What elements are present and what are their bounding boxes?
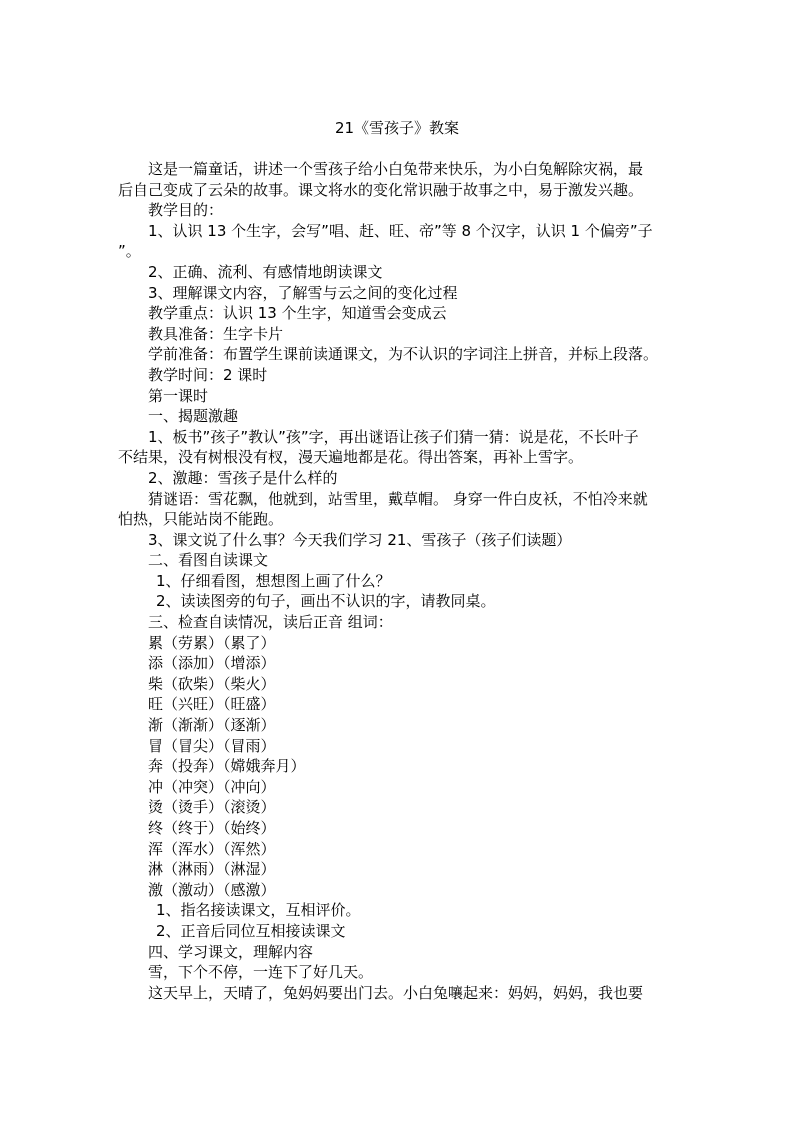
text-line: 一、揭题激趣 xyxy=(148,407,239,426)
text-line: 教学重点：认识 13 个生字，知道雪会变成云 xyxy=(148,304,447,323)
text-line: 第一课时 xyxy=(148,386,209,405)
text-line: 旺（兴旺）（旺盛） xyxy=(148,695,276,714)
text-line: 2、正确、流利、有感情地朗读课文 xyxy=(148,262,383,281)
text-line: 淋（淋雨）（淋湿） xyxy=(148,860,276,879)
text-line: 四、学习课文，理解内容 xyxy=(148,942,314,961)
text-line: 教学时间：2 课时 xyxy=(148,365,268,384)
text-line: 雪，下个不停，一连下了好几天。 xyxy=(148,963,374,982)
document-title: 21《雪孩子》教案 xyxy=(334,119,460,137)
text-line: 2、激趣：雪孩子是什么样的 xyxy=(148,468,338,487)
text-line: 累（劳累）（累了） xyxy=(148,633,276,652)
text-line: 3、课文说了什么事？今天我们学习 21、雪孩子（孩子们读题） xyxy=(148,530,572,549)
text-line: 3、理解课文内容，了解雪与云之间的变化过程 xyxy=(148,283,458,302)
text-line: 这天早上，天晴了，兔妈妈要出门去。小白兔嚷起来：妈妈，妈妈，我也要 xyxy=(148,983,644,1002)
text-line: 添（添加）（增添） xyxy=(148,654,276,673)
text-line: 1、认识 13 个生字，会写”唱、赶、旺、帝”等 8 个汉字，认识 1 个偏旁”子 xyxy=(148,221,653,240)
text-line: 终（终于）（始终） xyxy=(148,819,276,837)
text-line: 教学目的： xyxy=(148,201,224,220)
text-line: 激（激动）（感激） xyxy=(148,880,276,899)
text-line: 1、指名接读课文，互相评价。 xyxy=(156,901,361,920)
text-line: 2、正音后同位互相接读课文 xyxy=(156,921,346,940)
text-line: 这是一篇童话，讲述一个雪孩子给小白兔带来快乐，为小白兔解除灾祸，最 xyxy=(148,160,644,178)
text-line: 奔（投奔）（嫦娥奔月） xyxy=(148,757,306,776)
text-line: 不结果，没有树根没有杈，漫天遍地都是花。得出答案，再补上雪字。 xyxy=(118,448,584,467)
text-line: 学前准备：布置学生课前读通课文，为不认识的字词注上拼音，并标上段落。 xyxy=(148,345,659,364)
text-line: 渐（渐渐）（逐渐） xyxy=(148,716,276,735)
text-line: 烫（烫手）（滚烫） xyxy=(148,798,276,817)
text-line: 冒（冒尖）（冒雨） xyxy=(148,736,276,755)
text-line: 猜谜语：雪花飘，他就到，站雪里，戴草帽。 身穿一件白皮袄，不怕冷来就 xyxy=(148,489,648,508)
text-line: 二、看图自读课文 xyxy=(148,551,269,570)
text-line: 三、检查自读情况，读后正音 组词： xyxy=(148,613,393,632)
text-line: 柴（砍柴）（柴火） xyxy=(148,674,276,693)
text-line: 2、读读图旁的句子，画出不认识的字，请教同桌。 xyxy=(156,592,496,611)
text-line: ”。 xyxy=(118,242,141,261)
text-line: 1、板书”孩子”教认”孩”字，再出谜语让孩子们猜一猜：说是花，不长叶子 xyxy=(148,427,639,446)
document-body xyxy=(118,159,678,1003)
text-line: 怕热，只能站岗不能跑。 xyxy=(118,510,284,529)
text-line: 教具准备：生字卡片 xyxy=(148,324,284,343)
text-line: 后自己变成了云朵的故事。课文将水的变化常识融于故事之中，易于激发兴趣。 xyxy=(118,180,644,199)
text-line: 1、仔细看图，想想图上画了什么？ xyxy=(156,571,391,590)
text-line: 浑（浑水）（浑然） xyxy=(148,839,276,858)
text-line: 冲（冲突）（冲向） xyxy=(148,777,276,796)
